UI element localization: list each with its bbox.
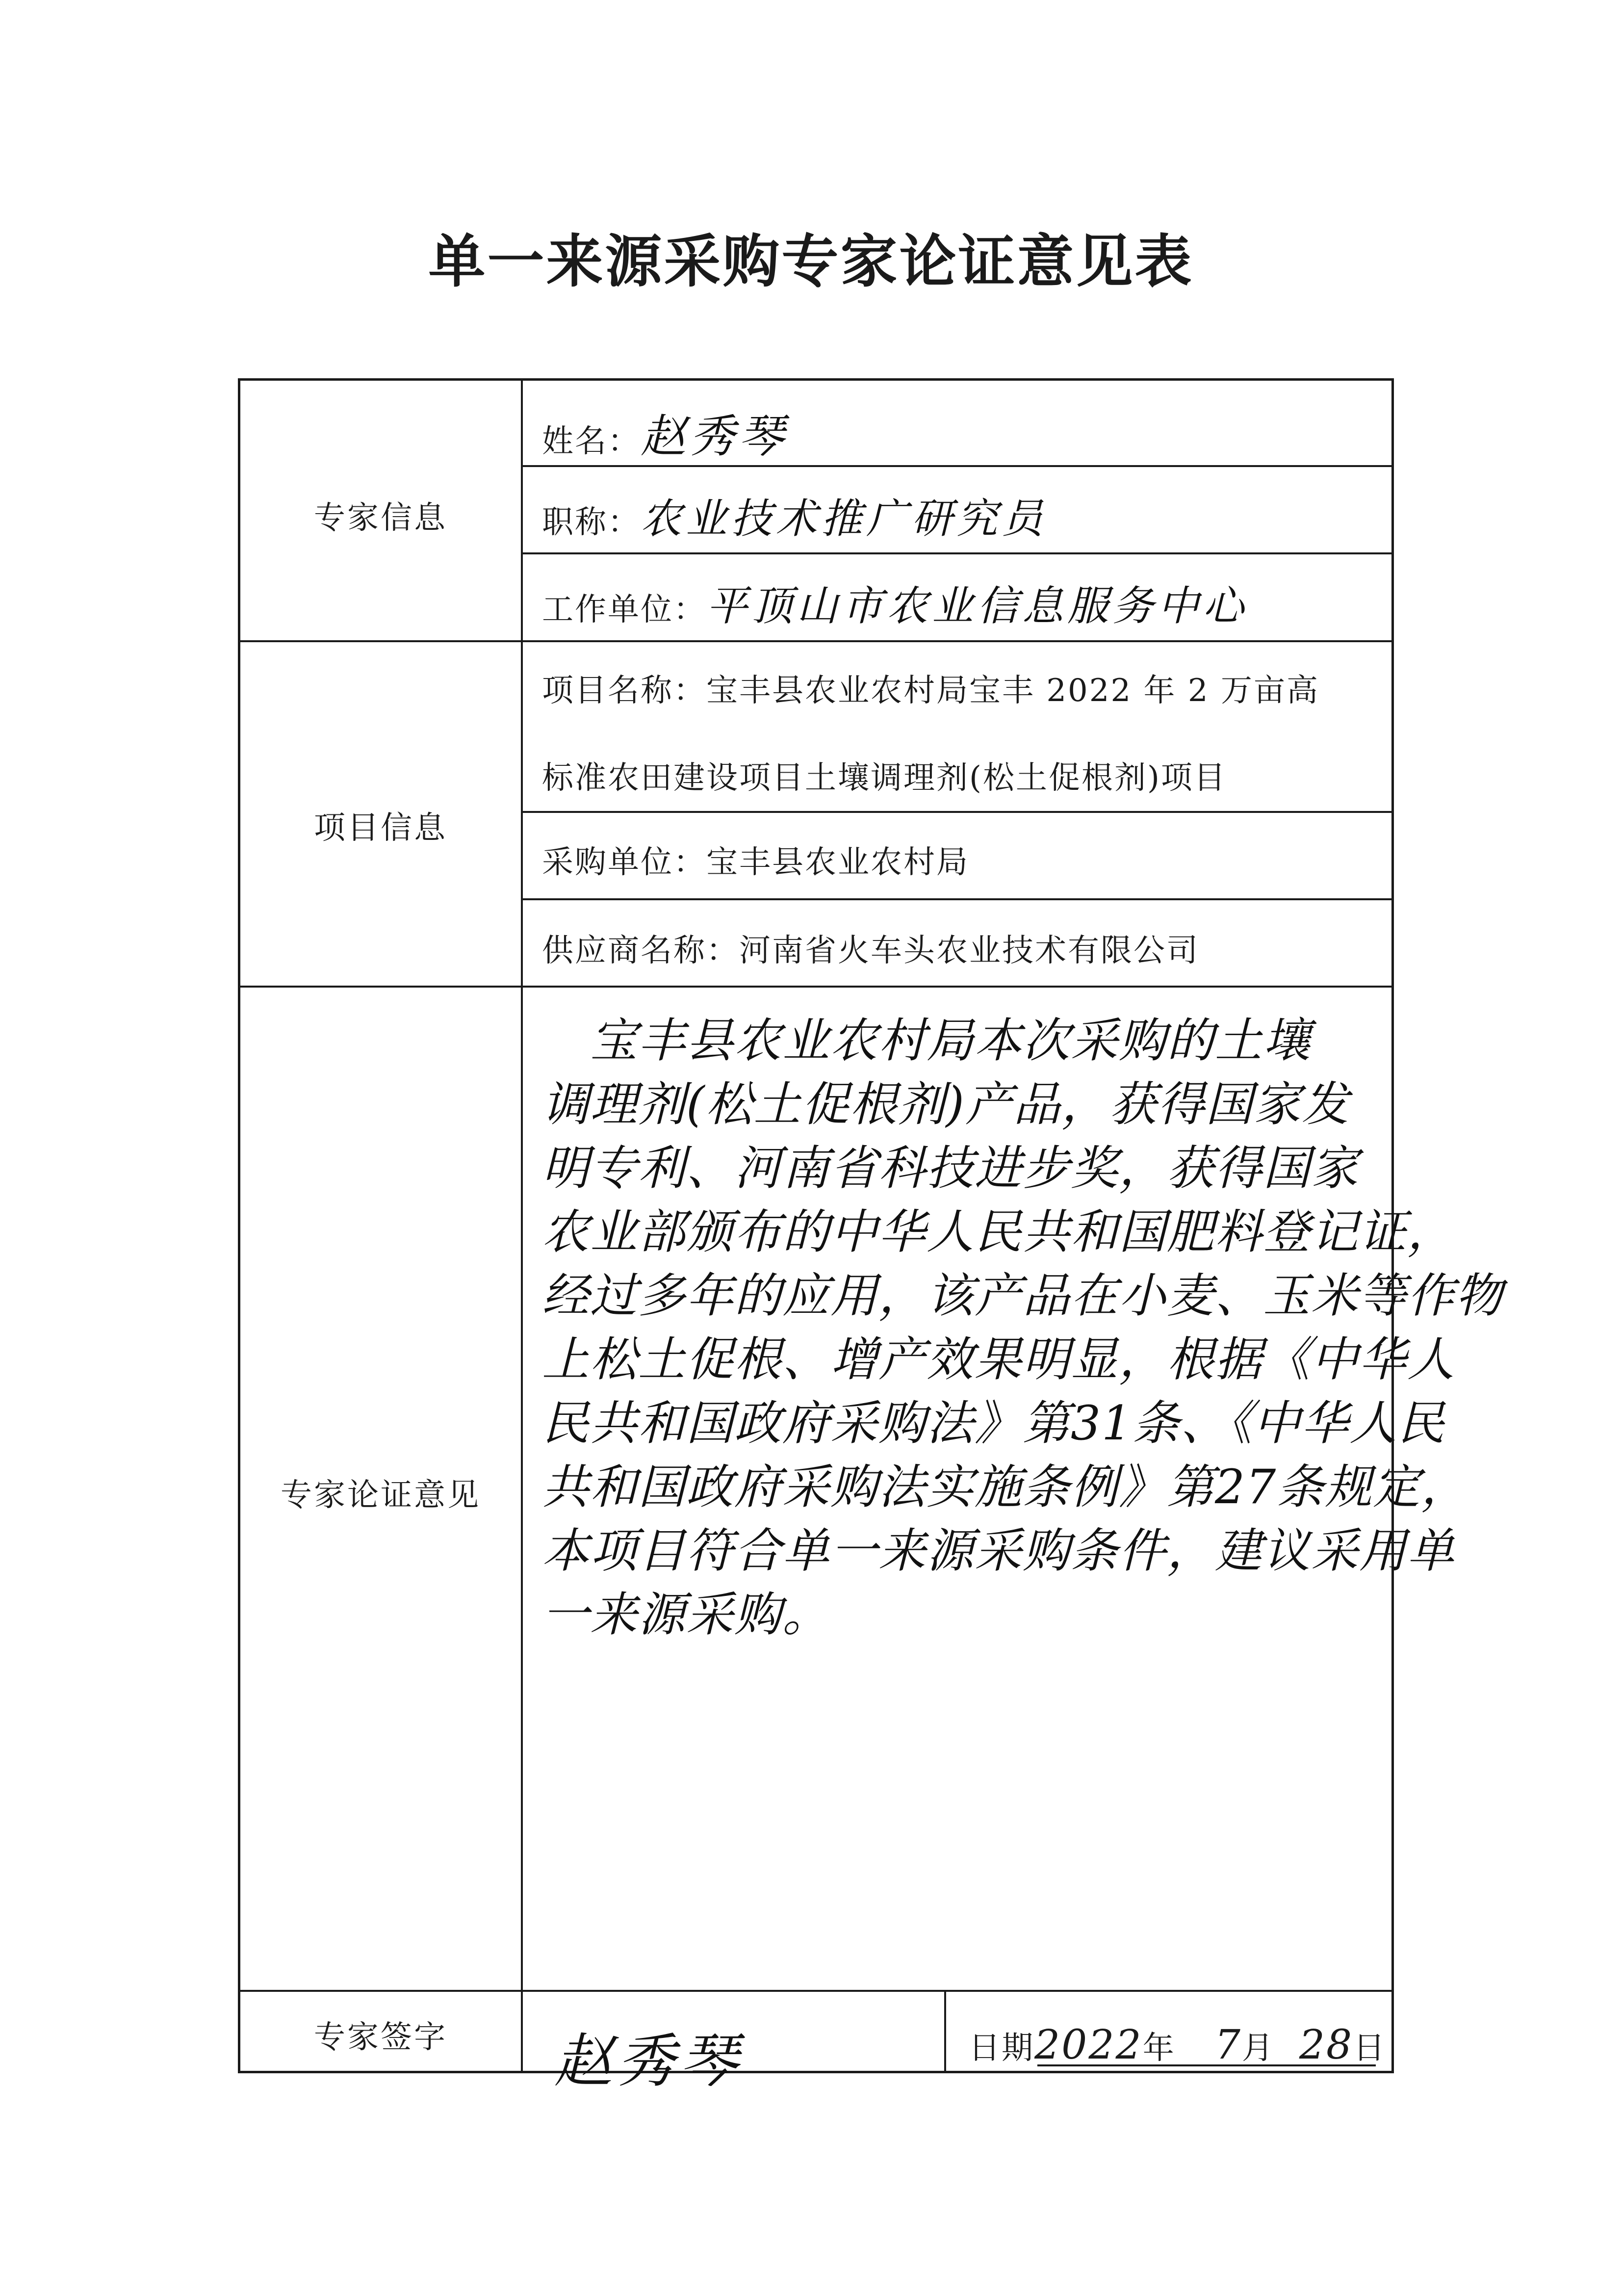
purchaser-value: 宝丰县农业农村局 — [706, 844, 969, 881]
expert-signature: 赵秀琴 — [554, 2027, 743, 2095]
opinion-text — [542, 1009, 1503, 1646]
title-value: 农业技术推广研究员 — [641, 495, 1047, 543]
supplier-label: 供应商名称： — [542, 933, 739, 969]
opinion-line: 农业部颁布的中华人民共和国肥料登记证， — [542, 1204, 1455, 1259]
page-title: 单一来源采购专家论证意见表 — [428, 229, 1194, 295]
date-year-unit: 年 — [1142, 2030, 1176, 2066]
row-divider — [521, 465, 1394, 467]
expert-opinion-form — [238, 378, 1503, 2095]
date-underline — [1037, 2064, 1376, 2066]
date-day-unit: 日 — [1353, 2030, 1387, 2066]
project-name-value: 宝丰县农业农村局宝丰 2022 年 2 万亩高 — [706, 673, 1319, 709]
workplace-field — [542, 573, 1248, 632]
signature-label: 专家签字 — [314, 2019, 447, 2056]
title-label: 职称： — [542, 504, 641, 541]
date-month-unit: 月 — [1241, 2030, 1275, 2066]
column-divider — [521, 381, 523, 2073]
title-field — [542, 486, 1047, 545]
opinion-label: 专家论证意见 — [281, 1477, 481, 1513]
project-name-label: 项目名称： — [542, 673, 706, 709]
date-day: 28 — [1299, 2022, 1354, 2068]
expert-info-label: 专家信息 — [314, 500, 447, 536]
purchaser-field — [542, 837, 969, 882]
opinion-line: 上松土促根、增产效果明显，根据《中华人 — [542, 1332, 1455, 1387]
opinion-line: 本项目符合单一来源采购条件，建议采用单 — [542, 1523, 1455, 1578]
name-field — [542, 400, 788, 465]
purchaser-label: 采购单位： — [542, 844, 706, 881]
opinion-line: 民共和国政府采购法》第31条、《中华人民 — [542, 1396, 1446, 1451]
supplier-value: 河南省火车头农业技术有限公司 — [739, 933, 1199, 969]
opinion-line: 经过多年的应用，该产品在小麦、玉米等作物 — [542, 1268, 1503, 1323]
section-divider — [240, 1990, 1394, 1992]
section-divider — [240, 986, 1394, 988]
workplace-value: 平顶山市农业信息服务中心 — [706, 582, 1248, 630]
name-label: 姓名： — [542, 423, 641, 460]
section-divider — [240, 640, 1394, 642]
date-month: 7 — [1214, 2022, 1242, 2068]
opinion-line: 一来源采购。 — [542, 1587, 830, 1642]
row-divider — [521, 898, 1394, 900]
opinion-line: 明专利、河南省科技进步奖，获得国家 — [542, 1141, 1359, 1196]
opinion-line: 调理剂(松土促根剂)产品，获得国家发 — [542, 1077, 1350, 1132]
date-field — [969, 2022, 1386, 2068]
date-cell-divider — [944, 1990, 946, 2073]
date-label: 日期 — [969, 2030, 1034, 2066]
project-name-line2: 标准农田建设项目土壤调理剂(松土促根剂)项目 — [542, 760, 1227, 796]
opinion-line: 共和国政府采购法实施条例》第27条规定， — [542, 1460, 1469, 1514]
project-name-line1 — [542, 665, 1319, 710]
name-value: 赵秀琴 — [641, 410, 788, 463]
date-year: 2022 — [1034, 2022, 1143, 2068]
opinion-line: 宝丰县农业农村局本次采购的土壤 — [542, 1013, 1311, 1068]
row-divider — [521, 552, 1394, 554]
workplace-label: 工作单位： — [542, 592, 706, 628]
project-info-label: 项目信息 — [314, 810, 447, 846]
row-divider — [521, 811, 1394, 813]
supplier-field — [542, 925, 1199, 970]
